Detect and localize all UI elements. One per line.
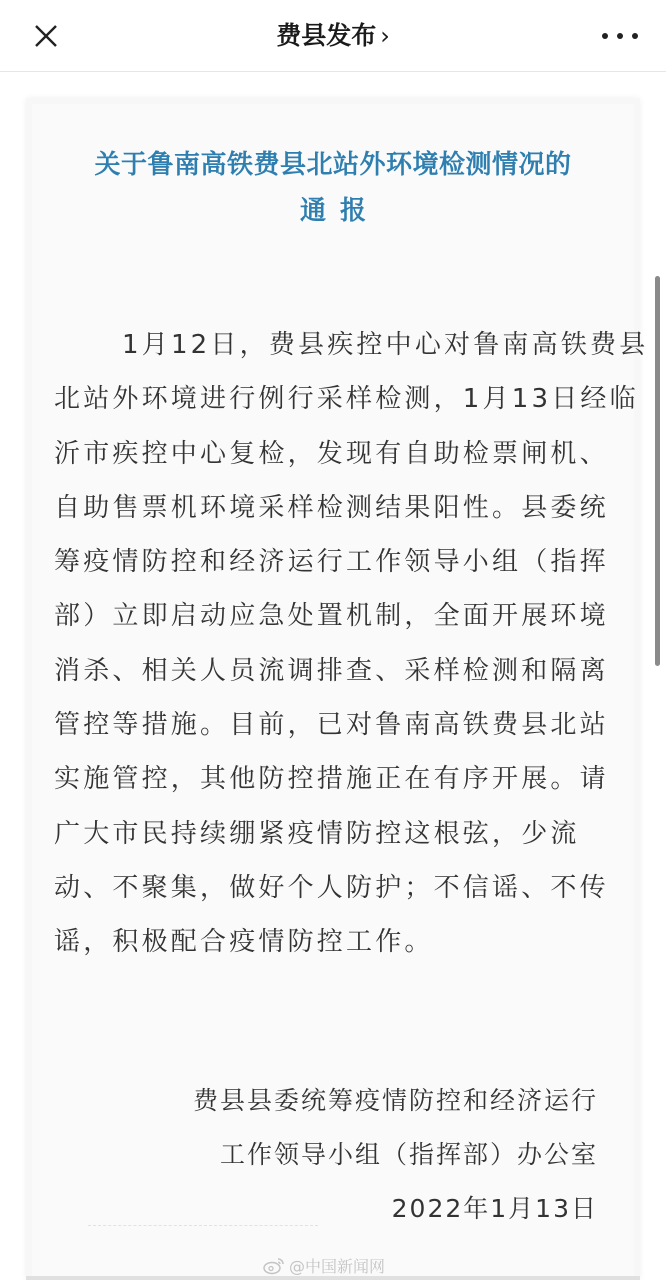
more-dot-icon: [602, 33, 608, 39]
signature-org-line-1: 费县县委统筹疫情防控和经济运行: [192, 1086, 598, 1115]
top-navigation-bar: [0, 0, 666, 72]
account-title-link[interactable]: [0, 18, 666, 54]
watermark-text: @中国新闻网: [289, 1257, 386, 1276]
more-options-button[interactable]: [602, 22, 638, 50]
body-line: 广大市民持续绷紧疫情防控这根弦，少流: [54, 818, 580, 849]
body-line: 北站外环境进行例行采样检测，1月13日经临: [54, 384, 639, 415]
document-signature: [193, 1074, 598, 1236]
body-line: 动、不聚集，做好个人防护；不信谣、不传: [54, 872, 609, 903]
body-line: 1月12日，费县疾控中心对鲁南高铁费县: [122, 330, 649, 360]
document-title: [26, 142, 640, 234]
source-watermark: [263, 1254, 385, 1277]
signature-org-line-2: 工作领导小组（指挥部）办公室: [219, 1140, 598, 1169]
more-dot-icon: [632, 33, 638, 39]
document-body: [54, 318, 649, 970]
body-line: 沂市疾控中心复检，发现有自助检票闸机、: [54, 438, 609, 469]
account-title: 费县发布: [276, 21, 377, 50]
card-bottom-edge: [26, 1276, 640, 1280]
more-dot-icon: [617, 33, 623, 39]
signature-date: 2022年1月13日: [391, 1194, 598, 1223]
body-line: 自助售票机环境采样检测结果阳性。县委统: [54, 492, 609, 523]
body-line: 部）立即启动应急处置机制，全面开展环境: [54, 601, 609, 632]
body-line: 谣，积极配合疫情防控工作。: [54, 927, 434, 958]
weibo-icon: [263, 1257, 285, 1275]
body-line: 实施管控，其他防控措施正在有序开展。请: [54, 764, 609, 795]
vertical-scrollbar[interactable]: [655, 276, 660, 666]
dashed-divider: [88, 1225, 318, 1226]
chevron-right-icon: ›: [380, 22, 390, 50]
body-line: 消杀、相关人员流调排查、采样检测和隔离: [54, 655, 609, 686]
body-line: 筹疫情防控和经济运行工作领导小组（指挥: [54, 547, 609, 578]
document-title-line-1: 关于鲁南高铁费县北站外环境检测情况的: [94, 150, 572, 180]
body-line: 管控等措施。目前，已对鲁南高铁费县北站: [54, 710, 609, 741]
document-title-line-2: 通报: [299, 196, 380, 226]
